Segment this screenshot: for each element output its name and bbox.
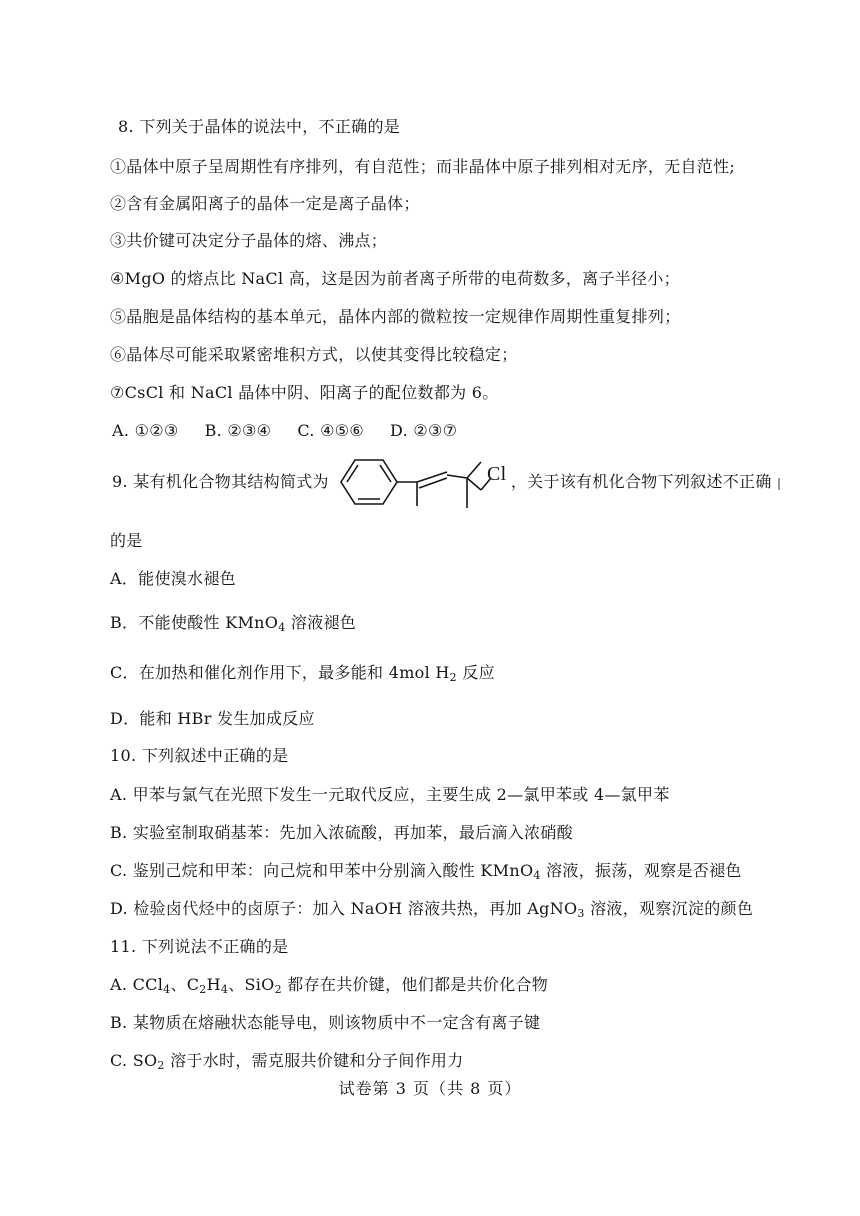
q9-option-c: C．在加热和催化剂作用下，最多能和 4mol $H_2$ 反应 [110, 663, 495, 684]
chlorine-label: Cl [486, 463, 507, 485]
q9-option-d: D．能和 HBr 发生加成反应 [110, 709, 315, 728]
q9-stem-line [112, 452, 772, 512]
q8-item-6: ⑥晶体尽可能采取紧密堆积方式，以使其变得比较稳定； [110, 345, 518, 364]
benzene-ring [341, 460, 397, 504]
q8-stem: 8. 下列关于晶体的说法中，不正确的是 [118, 117, 401, 136]
q11-option-b: B. 某物质在熔融状态能导电，则该物质中不一定含有离子键 [110, 1013, 541, 1032]
q8-item-4: ④MgO 的熔点比 NaCl 高，这是因为前者离子所带的电荷数多，离子半径小； [110, 269, 680, 288]
q8-item-1: ①晶体中原子呈周期性有序排列，有自范性；而非晶体中原子排列相对无序，无自范性; [110, 157, 736, 176]
q8-option-d: D. ②③⑦ [390, 421, 458, 440]
q11-option-a: A. CCl$_4$、$C_2H_4$、SiO$_2$ 都存在共价键，他们都是共价化合物 [110, 975, 549, 996]
q8-item-2: ②含有金属阳离子的晶体一定是离子晶体； [110, 194, 420, 213]
q9-stem-after: ，关于该有机化合物下列叙述不正确 [510, 472, 772, 491]
scan-mark [778, 478, 780, 490]
q10-option-d: D. 检验卤代烃中的卤原子：加入 NaOH 溶液共热，再加 AgNO$_3$ 溶液，观察沉淀的颜色 [110, 899, 754, 920]
q10-option-b: B. 实验室制取硝基苯：先加入浓硫酸，再加苯，最后滴入浓硝酸 [110, 823, 573, 842]
q9-option-a: A．能使溴水褪色 [110, 569, 236, 588]
q8-item-3: ③共价键可决定分子晶体的熔、沸点； [110, 231, 388, 250]
q11-option-c: C. $SO_2$ 溶于水时，需克服共价键和分子间作用力 [110, 1051, 464, 1072]
q8-option-b: B. ②③④ [204, 421, 272, 440]
q10-stem: 10. 下列叙述中正确的是 [110, 746, 289, 765]
q9-stem-before: 9. 某有机化合物其结构简式为 [112, 472, 329, 491]
q8-item-7: ⑦CsCl 和 NaCl 晶体中阴、阳离子的配位数都为 6。 [110, 383, 499, 402]
q8-item-5: ⑤晶胞是晶体结构的基本单元，晶体内部的微粒按一定规律作周期性重复排列； [110, 307, 681, 326]
q8-option-c: C. ④⑤⑥ [297, 421, 365, 440]
q9-option-b: B．不能使酸性 KMnO$_4$ 溶液褪色 [110, 613, 357, 634]
q8-option-a: A. ①②③ [112, 421, 179, 440]
q10-option-c: C. 鉴别己烷和甲苯：向己烷和甲苯中分别滴入酸性 KMnO$_4$ 溶液，振荡，观察是否褪色 [110, 861, 742, 882]
q9-stem-cont: 的是 [110, 531, 143, 550]
q11-stem: 11. 下列说法不正确的是 [110, 937, 289, 956]
q10-option-a: A. 甲苯与氯气在光照下发生一元取代反应，主要生成 2—氯甲苯或 4—氯甲苯 [110, 785, 670, 804]
structural-formula [331, 452, 509, 512]
q8-options [112, 420, 457, 442]
page-footer: 试卷第 3 页（共 8 页） [338, 1079, 522, 1098]
